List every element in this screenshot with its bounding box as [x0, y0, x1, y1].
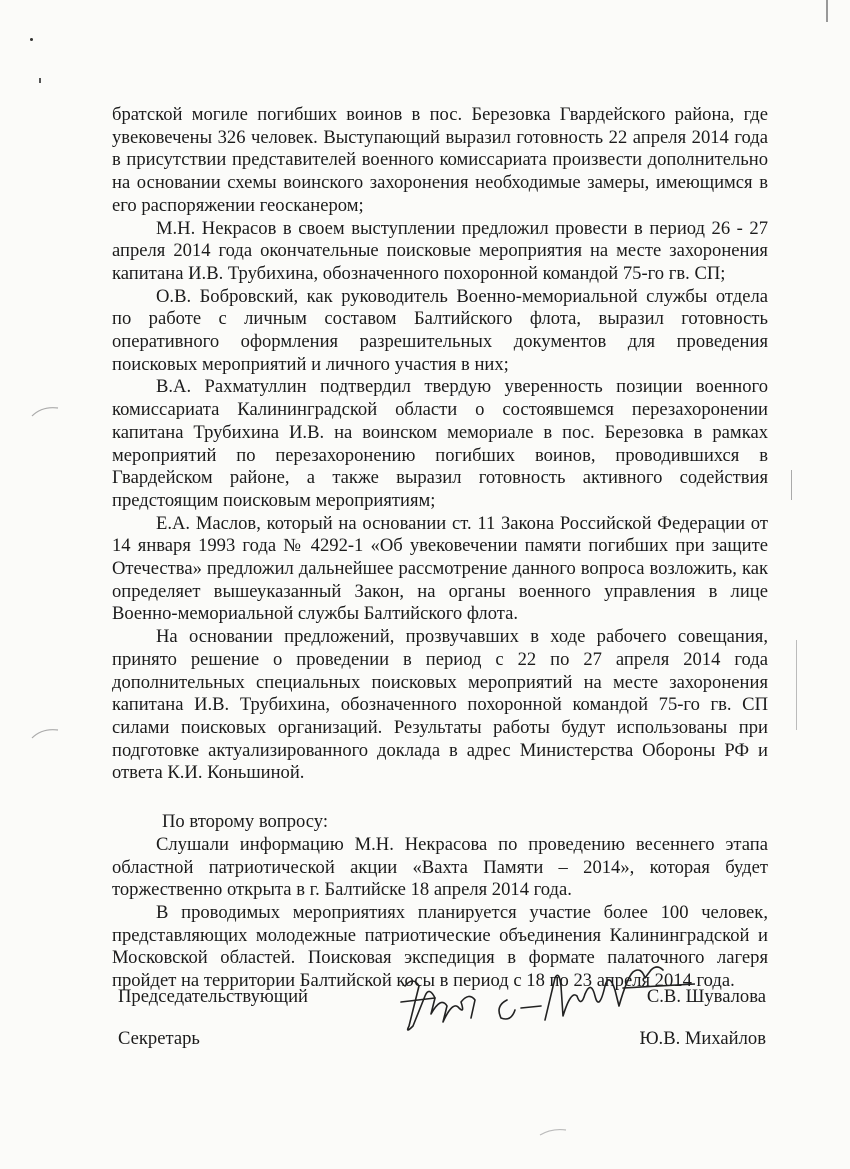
- handwritten-signatures: [395, 956, 695, 1036]
- chair-title: Председательствующий: [118, 986, 308, 1007]
- paragraph: В.А. Рахматуллин подтвердил твердую уверенность позиции военного комиссариата Калининградской области о состоявшемся перезахоронении капитана Трубихина И.В. на воинском мемориале в пос. Березовка в рамках мероприятий по перезахоронению погибших воинов, проводившихся в Гвардейском районе, а также выразил готовность активного содействия предстоящим поисковым мероприятиям;: [112, 376, 768, 511]
- paragraph: М.Н. Некрасов в своем выступлении предложил провести в период 26 - 27 апреля 2014 года окончательные поисковые мероприятия на месте захоронения капитана И.В. Трубихина, обозначенного похоронной командой 75-го гв. СП;: [112, 217, 768, 284]
- punch-hole-mark-1: [30, 404, 60, 418]
- paragraph: Е.А. Маслов, который на основании ст. 11 Закона Российской Федерации от 14 января 1993 года № 4292-1 «Об увековечении памяти погибших при защите Отечества» предложил дальнейшее рассмотрение данного вопроса возложить, как определяет вышеуказанный Закон, на органы военного управления в лице Военно-мемориальной службы Балтийского флота.: [112, 512, 768, 625]
- scan-edge-right: [791, 470, 792, 500]
- section-heading: По второму вопросу:: [162, 811, 328, 833]
- document-body: [112, 104, 768, 993]
- secretary-name: Ю.В. Михайлов: [639, 1028, 766, 1049]
- chair-name: С.В. Шувалова: [646, 986, 766, 1007]
- scan-tick: [39, 78, 41, 83]
- paragraph: На основании предложений, прозвучавших в ходе рабочего совещания, принято решение о проведении в период с 22 по 27 апреля 2014 года дополнительных специальных поисковых мероприятий на месте захоронения капитана И.В. Трубихина, обозначенного похоронной командой 75-го гв. СП силами поисковых организаций. Результаты работы будут использованы при подготовке актуализированного доклада в адрес Министерства Обороны РФ и ответа К.И. Коньшиной.: [112, 626, 768, 784]
- punch-hole-mark-3: [538, 1127, 568, 1137]
- scan-edge: [826, 0, 828, 22]
- paragraph: Слушали информацию М.Н. Некрасова по проведению весеннего этапа областной патриотической акции «Вахта Памяти – 2014», которая будет торжественно открыта в г. Балтийске 18 апреля 2014 года.: [112, 833, 768, 901]
- paragraph: В проводимых мероприятиях планируется участие более 100 человек, представляющих молодежные патриотические объединения Калининградской и Московской областей. Поисковая экспедиция в формате палаточного лагеря пройдет на территории Балтийской косы в период с 18 по 23 апреля 2014 года.: [112, 901, 768, 992]
- scan-edge-right-2: [796, 640, 797, 730]
- paragraph: братской могиле погибших воинов в пос. Березовка Гвардейского района, где увековечены 326 человек. Выступающий выразил готовность 22 апреля 2014 года в присутствии представителей военного комиссариата произвести дополнительно на основании схемы воинского захоронения необходимые замеры, имеющимся в его распоряжении геосканером;: [112, 104, 768, 216]
- scan-dot: [30, 38, 33, 41]
- punch-hole-mark-2: [30, 726, 60, 740]
- secretary-title: Секретарь: [118, 1028, 200, 1049]
- paragraph: О.В. Бобровский, как руководитель Военно-мемориальной службы отдела по работе с личным составом Балтийского флота, выразил готовность оперативного оформления разрешительных документов для проведения поисковых мероприятий и личного участия в них;: [112, 285, 768, 375]
